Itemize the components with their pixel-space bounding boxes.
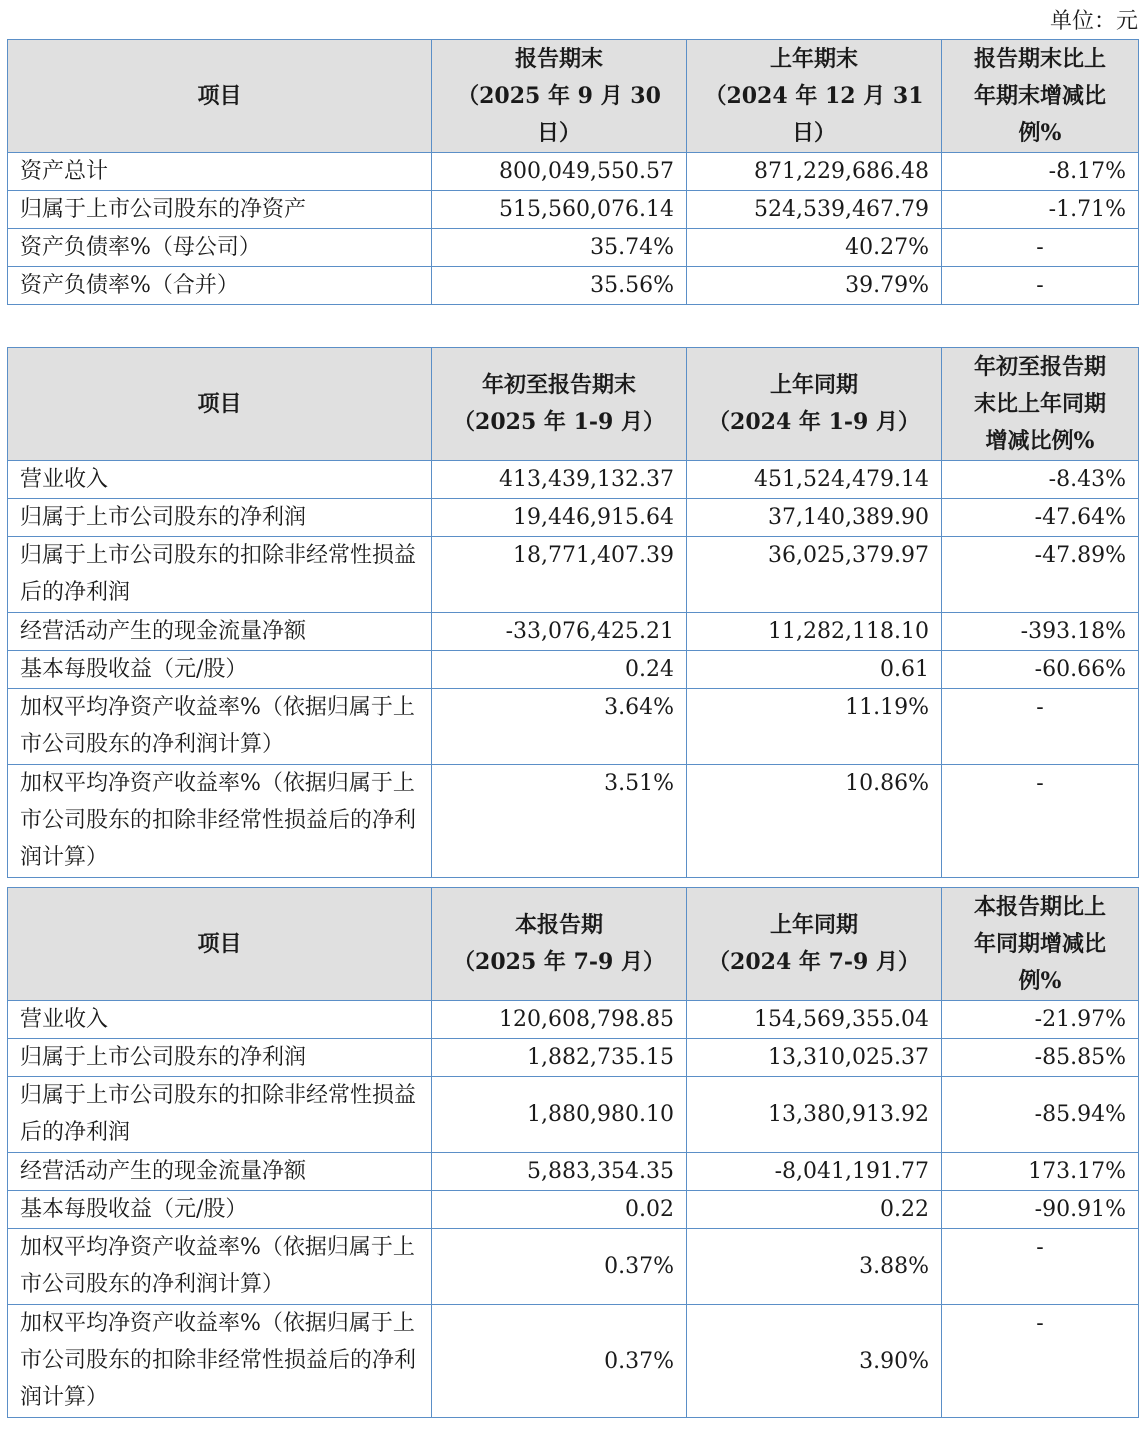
header-item: 项目 (8, 888, 432, 1001)
cell-value: 515,560,076.14 (432, 191, 687, 229)
cell-value: -90.91% (942, 1191, 1139, 1229)
cell-value: 173.17% (942, 1153, 1139, 1191)
header-col: 上年期末 （2024 年 12 月 31 日） (687, 40, 942, 153)
cell-value: 3.88% (687, 1229, 942, 1305)
header-col: 上年同期 （2024 年 1-9 月） (687, 348, 942, 461)
cell-value: 413,439,132.37 (432, 461, 687, 499)
cell-value: - (942, 267, 1139, 305)
row-label: 经营活动产生的现金流量净额 (8, 613, 432, 651)
row-label: 资产负债率%（合并） (8, 267, 432, 305)
header-col: 上年同期 （2024 年 7-9 月） (687, 888, 942, 1001)
cell-value: -1.71% (942, 191, 1139, 229)
table-row (8, 1229, 1139, 1305)
cell-value: 871,229,686.48 (687, 153, 942, 191)
cell-value: 35.74% (432, 229, 687, 267)
table-header-row (8, 888, 1139, 1001)
cell-value: 18,771,407.39 (432, 537, 687, 613)
cell-value: 1,880,980.10 (432, 1077, 687, 1153)
cell-value: -60.66% (942, 651, 1139, 689)
row-label: 归属于上市公司股东的扣除非经常性损益后的净利润 (8, 537, 432, 613)
cell-value: -33,076,425.21 (432, 613, 687, 651)
cell-value: 0.02 (432, 1191, 687, 1229)
cell-value: -47.89% (942, 537, 1139, 613)
header-col: 年初至报告期末 （2025 年 1-9 月） (432, 348, 687, 461)
table-row (8, 153, 1139, 191)
table-row (8, 613, 1139, 651)
unit-label: 单位：元 (1049, 9, 1138, 34)
table-row (8, 1077, 1139, 1153)
row-label: 经营活动产生的现金流量净额 (8, 1153, 432, 1191)
table-row (8, 267, 1139, 305)
cell-value: -21.97% (942, 1001, 1139, 1039)
cell-value: -393.18% (942, 613, 1139, 651)
cell-value: -8,041,191.77 (687, 1153, 942, 1191)
row-label: 归属于上市公司股东的净资产 (8, 191, 432, 229)
row-label: 营业收入 (8, 461, 432, 499)
table-row (8, 1039, 1139, 1077)
cell-value: -8.43% (942, 461, 1139, 499)
table-row (8, 689, 1139, 765)
cell-value: 3.51% (432, 765, 687, 878)
quarter-table (7, 887, 1139, 1418)
cell-value: - (942, 689, 1139, 765)
cell-value: 39.79% (687, 267, 942, 305)
cell-value: -8.17% (942, 153, 1139, 191)
row-label: 资产负债率%（母公司） (8, 229, 432, 267)
cell-value: 0.22 (687, 1191, 942, 1229)
cell-value: 120,608,798.85 (432, 1001, 687, 1039)
header-col: 报告期末 （2025 年 9 月 30 日） (432, 40, 687, 153)
table-row (8, 1153, 1139, 1191)
cell-value: - (942, 1305, 1139, 1418)
cell-value: - (942, 765, 1139, 878)
cell-value: -85.85% (942, 1039, 1139, 1077)
cell-value: 0.61 (687, 651, 942, 689)
row-label: 加权平均净资产收益率%（依据归属于上市公司股东的净利润计算） (8, 689, 432, 765)
table-header-row (8, 348, 1139, 461)
row-label: 归属于上市公司股东的净利润 (8, 499, 432, 537)
header-item: 项目 (8, 40, 432, 153)
table-row (8, 1001, 1139, 1039)
row-label: 营业收入 (8, 1001, 432, 1039)
cell-value: -85.94% (942, 1077, 1139, 1153)
cell-value: 11.19% (687, 689, 942, 765)
cell-value: - (942, 229, 1139, 267)
table-row (8, 765, 1139, 878)
row-label: 资产总计 (8, 153, 432, 191)
cell-value: 37,140,389.90 (687, 499, 942, 537)
row-label: 基本每股收益（元/股） (8, 651, 432, 689)
row-label: 基本每股收益（元/股） (8, 1191, 432, 1229)
table-row (8, 1191, 1139, 1229)
cell-value: 13,380,913.92 (687, 1077, 942, 1153)
cell-value: 451,524,479.14 (687, 461, 942, 499)
table-row (8, 461, 1139, 499)
cell-value: 524,539,467.79 (687, 191, 942, 229)
cell-value: 19,446,915.64 (432, 499, 687, 537)
table-row (8, 1305, 1139, 1418)
cell-value: 3.64% (432, 689, 687, 765)
table-row (8, 537, 1139, 613)
header-col: 报告期末比上 年期末增减比 例% (942, 40, 1139, 153)
cell-value: -47.64% (942, 499, 1139, 537)
cell-value: 154,569,355.04 (687, 1001, 942, 1039)
cell-value: 800,049,550.57 (432, 153, 687, 191)
table-row (8, 499, 1139, 537)
header-col: 本报告期 （2025 年 7-9 月） (432, 888, 687, 1001)
row-label: 加权平均净资产收益率%（依据归属于上市公司股东的扣除非经常性损益后的净利润计算） (8, 1305, 432, 1418)
table-row (8, 191, 1139, 229)
ytd-table (7, 347, 1139, 878)
header-col: 本报告期比上 年同期增减比 例% (942, 888, 1139, 1001)
cell-value: 5,883,354.35 (432, 1153, 687, 1191)
cell-value: 3.90% (687, 1305, 942, 1418)
row-label: 加权平均净资产收益率%（依据归属于上市公司股东的扣除非经常性损益后的净利润计算） (8, 765, 432, 878)
cell-value: 40.27% (687, 229, 942, 267)
row-label: 归属于上市公司股东的净利润 (8, 1039, 432, 1077)
table-header-row (8, 40, 1139, 153)
cell-value: 0.24 (432, 651, 687, 689)
cell-value: - (942, 1229, 1139, 1305)
table-row (8, 651, 1139, 689)
header-col: 年初至报告期 末比上年同期 增减比例% (942, 348, 1139, 461)
cell-value: 13,310,025.37 (687, 1039, 942, 1077)
row-label: 归属于上市公司股东的扣除非经常性损益后的净利润 (8, 1077, 432, 1153)
header-item: 项目 (8, 348, 432, 461)
cell-value: 0.37% (432, 1229, 687, 1305)
cell-value: 1,882,735.15 (432, 1039, 687, 1077)
balance-table (7, 39, 1139, 305)
cell-value: 35.56% (432, 267, 687, 305)
row-label: 加权平均净资产收益率%（依据归属于上市公司股东的净利润计算） (8, 1229, 432, 1305)
cell-value: 10.86% (687, 765, 942, 878)
cell-value: 11,282,118.10 (687, 613, 942, 651)
table-row (8, 229, 1139, 267)
cell-value: 0.37% (432, 1305, 687, 1418)
cell-value: 36,025,379.97 (687, 537, 942, 613)
